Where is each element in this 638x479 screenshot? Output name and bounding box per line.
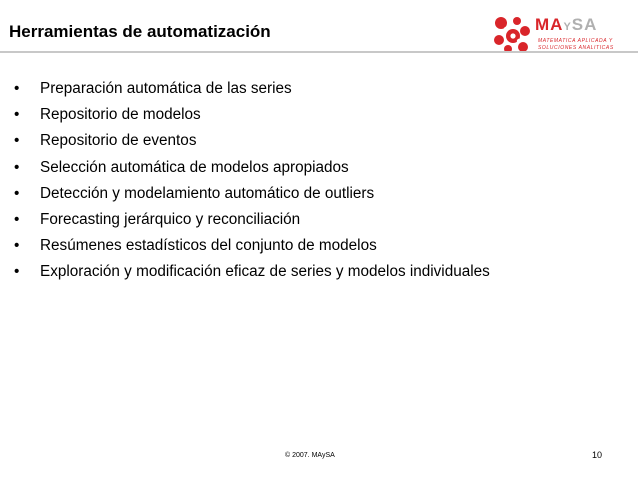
bullet-marker: • xyxy=(14,80,20,97)
logo-tagline-2: SOLUCIONES ANALITICAS xyxy=(538,45,614,51)
slide-title: Herramientas de automatización xyxy=(9,22,271,41)
bullet-text: Forecasting jerárquico y reconciliación xyxy=(40,210,301,228)
maysa-logo xyxy=(492,14,632,54)
bullet-marker: • xyxy=(14,263,20,281)
title-divider xyxy=(0,51,638,53)
bullet-text: Selección automática de modelos apropiados xyxy=(40,158,349,176)
bullet-text: Repositorio de modelos xyxy=(40,106,201,124)
list-item xyxy=(14,237,490,263)
bullet-list xyxy=(14,80,490,290)
bullet-marker: • xyxy=(14,184,20,202)
list-item xyxy=(14,211,490,237)
bullet-marker: • xyxy=(14,106,20,124)
logo-wordmark: MAYSA xyxy=(535,15,598,34)
bullet-marker: • xyxy=(14,132,20,150)
list-item xyxy=(14,106,490,132)
list-item xyxy=(14,185,490,211)
molecule-logo-icon xyxy=(492,14,532,54)
bullet-marker: • xyxy=(14,237,20,255)
list-item xyxy=(14,80,490,106)
bullet-marker: • xyxy=(14,210,20,228)
footer-copyright: © 2007. MAySA xyxy=(285,452,335,459)
list-item xyxy=(14,132,490,158)
logo-tagline-1: MATEMATICA APLICADA Y xyxy=(538,38,613,44)
bullet-text: Exploración y modificación eficaz de series y modelos individuales xyxy=(40,263,490,281)
bullet-marker: • xyxy=(14,158,20,176)
bullet-text: Detección y modelamiento automático de outliers xyxy=(40,184,375,202)
bullet-text: Resúmenes estadísticos del conjunto de modelos xyxy=(40,237,377,255)
bullet-text: Preparación automática de las series xyxy=(40,80,292,97)
bullet-text: Repositorio de eventos xyxy=(40,132,197,150)
list-item xyxy=(14,263,490,289)
page-number: 10 xyxy=(592,450,603,460)
list-item xyxy=(14,159,490,185)
